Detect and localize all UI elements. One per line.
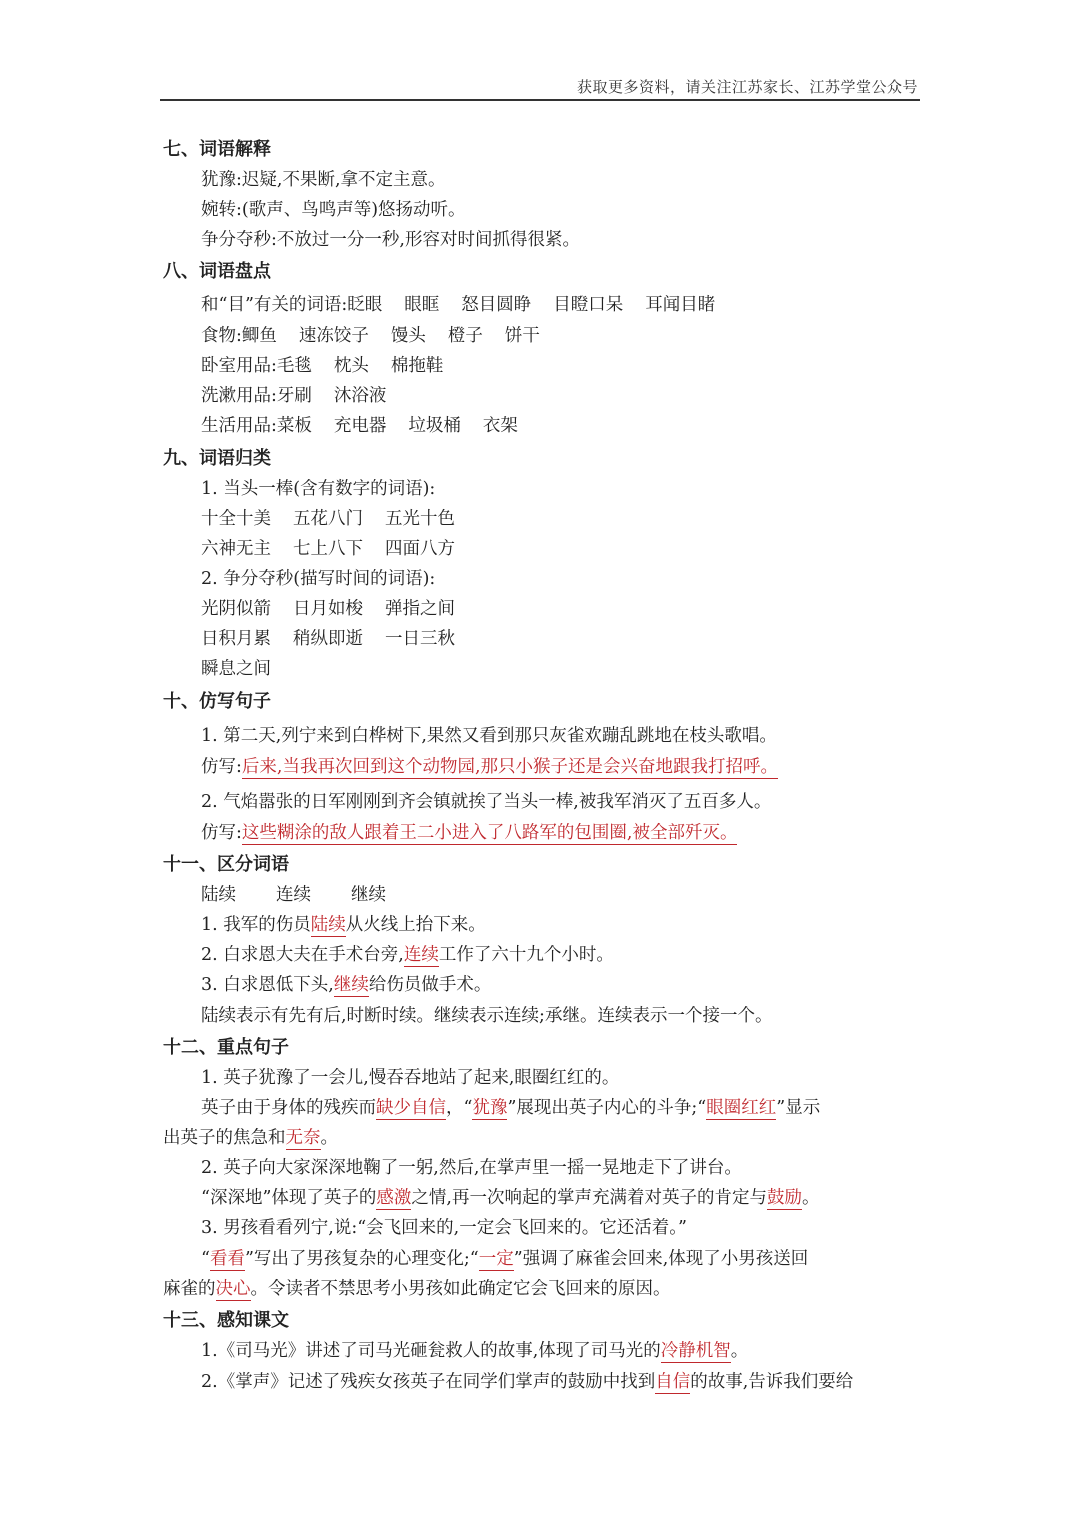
word: 眨眼 <box>347 295 383 315</box>
section-9-title: 九、词语归类 <box>163 448 271 469</box>
s7-line-2: 婉转:(歌声、鸟鸣声等)悠扬动听。 <box>201 200 466 220</box>
text: ”写出了男孩复杂的心理变化;“ <box>244 1249 479 1269</box>
answer-blank: 冷静机智 <box>660 1341 731 1361</box>
text: 。 <box>801 1188 820 1208</box>
header-divider <box>160 99 920 101</box>
s12-a1-line-1 <box>201 1097 820 1119</box>
word: 七上八下 <box>293 539 363 559</box>
s7-line-3: 争分夺秒:不放过一分一秒,形容对时间抓得很紧。 <box>201 230 580 250</box>
word: 光阴似箭 <box>201 599 271 619</box>
word: 橙子 <box>447 326 483 346</box>
s9-group-1-label: 1. 当头一棒(含有数字的词语): <box>201 479 436 499</box>
text: ”强调了麻雀会回来,体现了小男孩送回 <box>513 1249 809 1269</box>
word: 五花八门 <box>293 509 363 529</box>
row-prefix: 卧室用品: <box>201 356 277 376</box>
row-prefix: 和“目”有关的词语: <box>201 295 348 315</box>
s8-food-row <box>201 325 540 347</box>
text: 麻雀的 <box>163 1279 216 1299</box>
answer-text: 后来,当我再次回到这个动物园,那只小猴子还是会兴奋地跟我打招呼。 <box>241 757 779 777</box>
answer-blank: 犹豫 <box>472 1098 508 1118</box>
s10-answer-1 <box>201 756 778 778</box>
word: 日积月累 <box>201 629 271 649</box>
s12-a3-line-2 <box>163 1278 671 1300</box>
s9-g1-row-1 <box>201 508 455 530</box>
text: 的故事,告诉我们要给 <box>690 1372 854 1392</box>
s12-a1-line-2 <box>163 1127 338 1149</box>
answer-blank: 感激 <box>376 1188 412 1208</box>
word: 毛毯 <box>276 356 312 376</box>
word: 五光十色 <box>385 509 455 529</box>
s12-q3: 3. 男孩看看列宁,说:“会飞回来的,一定会飞回来的。它还活着。” <box>201 1218 687 1238</box>
word: 连续 <box>276 885 311 905</box>
word: 馒头 <box>390 326 426 346</box>
s11-q2 <box>201 944 614 966</box>
s9-group-2-label: 2. 争分夺秒(描写时间的词语): <box>201 569 436 589</box>
text: 从火线上抬下来。 <box>345 915 486 935</box>
text: 英子由于身体的残疾而 <box>201 1098 376 1118</box>
s10-answer-2 <box>201 822 737 844</box>
s11-note: 陆续表示有先有后,时断时续。继续表示连续;承继。连续表示一个接一个。 <box>201 1006 773 1026</box>
word: 牙刷 <box>276 386 312 406</box>
word: 十全十美 <box>201 509 271 529</box>
word: 四面八方 <box>385 539 455 559</box>
answer-blank: 看看 <box>209 1249 245 1269</box>
word: 速冻饺子 <box>298 326 369 346</box>
word: 陆续 <box>201 885 236 905</box>
text: ，“ <box>446 1098 473 1118</box>
text: “ <box>201 1249 210 1269</box>
s8-wash-row <box>201 385 386 407</box>
word: 怒目圆睁 <box>461 295 532 315</box>
answer-label: 仿写: <box>201 823 242 843</box>
row-prefix: 生活用品: <box>201 416 277 436</box>
word: 饼干 <box>504 326 540 346</box>
word: 继续 <box>351 885 386 905</box>
word: 衣架 <box>482 416 518 436</box>
word: 棉拖鞋 <box>390 356 444 376</box>
answer-text: 这些糊涂的敌人跟着王二小进入了八路军的包围圈,被全部歼灭。 <box>241 823 738 843</box>
s9-g2-row-3: 瞬息之间 <box>201 659 271 679</box>
word: 枕头 <box>333 356 369 376</box>
s10-question-1: 1. 第二天,列宁来到白桦树下,果然又看到那只灰雀欢蹦乱跳地在枝头歌唱。 <box>201 726 777 746</box>
text: 2. 白求恩大夫在手术台旁, <box>201 945 404 965</box>
answer-blank: 鼓励 <box>766 1188 802 1208</box>
answer-blank: 决心 <box>215 1279 251 1299</box>
row-prefix: 洗漱用品: <box>201 386 277 406</box>
section-13-title: 十三、感知课文 <box>163 1310 289 1331</box>
text: 之情,再一次响起的掌声充满着对英子的肯定与 <box>411 1188 767 1208</box>
s13-line-2 <box>201 1371 853 1393</box>
word: 目瞪口呆 <box>553 295 624 315</box>
word: 一日三秋 <box>385 629 455 649</box>
answer-blank: 缺少自信 <box>376 1098 446 1118</box>
word: 眼眶 <box>404 295 440 315</box>
s8-mu-row <box>201 294 715 316</box>
word: 六神无主 <box>201 539 271 559</box>
s12-a2 <box>201 1187 819 1209</box>
s13-line-1 <box>201 1340 748 1362</box>
word: 鲫鱼 <box>241 326 277 346</box>
section-10-title: 十、仿写句子 <box>163 691 271 712</box>
text: 1.《司马光》讲述了司马光砸瓮救人的故事,体现了司马光的 <box>201 1341 661 1361</box>
text: 出英子的焦急和 <box>163 1128 286 1148</box>
s11-q1 <box>201 914 486 936</box>
word: 弹指之间 <box>385 599 455 619</box>
s9-g1-row-2 <box>201 538 455 560</box>
text: ”展现出英子内心的斗争;“ <box>507 1098 707 1118</box>
answer-blank: 连续 <box>403 945 439 965</box>
text: 工作了六十九个小时。 <box>438 945 614 965</box>
word: 垃圾桶 <box>408 416 461 436</box>
text: ”显示 <box>776 1098 821 1118</box>
word: 日月如梭 <box>293 599 363 619</box>
text: 1. 我军的伤员 <box>201 915 311 935</box>
row-prefix: 食物: <box>201 326 242 346</box>
s9-g2-row-1 <box>201 598 455 620</box>
answer-label: 仿写: <box>201 757 242 777</box>
word: 稍纵即逝 <box>293 629 363 649</box>
s12-q2: 2. 英子向大家深深地鞠了一躬,然后,在掌声里一摇一晃地走下了讲台。 <box>201 1158 742 1178</box>
s7-line-1: 犹豫:迟疑,不果断,拿不定主意。 <box>201 170 446 190</box>
answer-blank: 眼圈红红 <box>706 1098 777 1118</box>
section-11-title: 十一、区分词语 <box>163 854 289 875</box>
section-12-title: 十二、重点句子 <box>163 1037 289 1058</box>
s11-word-row <box>201 884 386 906</box>
s12-q1: 1. 英子犹豫了一会儿,慢吞吞地站了起来,眼圈红红的。 <box>201 1068 620 1088</box>
s8-bedroom-row <box>201 355 443 377</box>
text: 。令读者不禁思考小男孩如此确定它会飞回来的原因。 <box>250 1279 671 1299</box>
s12-a3-line-1 <box>201 1248 808 1270</box>
answer-blank: 无奈 <box>285 1128 321 1148</box>
s8-life-row <box>201 415 518 437</box>
text: “深深地”体现了英子的 <box>201 1188 377 1208</box>
answer-blank: 一定 <box>478 1249 514 1269</box>
text: 给伤员做手术。 <box>368 975 492 995</box>
word: 耳闻目睹 <box>645 295 716 315</box>
text: 2.《掌声》记述了残疾女孩英子在同学们掌声的鼓励中找到 <box>201 1372 656 1392</box>
s10-question-2: 2. 气焰嚣张的日军刚刚到齐会镇就挨了当头一棒,被我军消灭了五百多人。 <box>201 792 772 812</box>
word: 充电器 <box>333 416 387 436</box>
page-header-note: 获取更多资料，请关注江苏家长、江苏学堂公众号 <box>576 78 918 96</box>
s9-g2-row-2 <box>201 628 455 650</box>
answer-blank: 继续 <box>333 975 369 995</box>
word: 沐浴液 <box>333 386 387 406</box>
answer-blank: 陆续 <box>310 915 346 935</box>
answer-blank: 自信 <box>655 1372 691 1392</box>
text: 。 <box>320 1128 338 1148</box>
text: 3. 白求恩低下头, <box>201 975 334 995</box>
section-8-title: 八、词语盘点 <box>163 261 271 282</box>
s11-q3 <box>201 974 491 996</box>
section-7-title: 七、词语解释 <box>163 139 271 160</box>
text: 。 <box>730 1341 749 1361</box>
word: 菜板 <box>276 416 312 436</box>
